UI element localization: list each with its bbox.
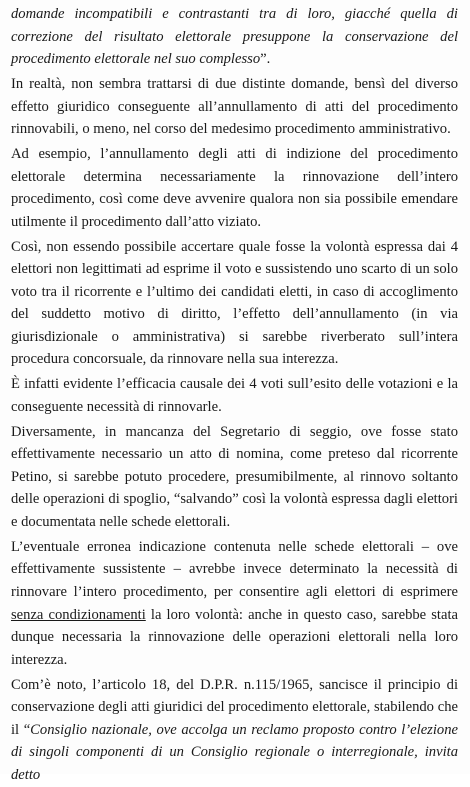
quoted-text: Consiglio nazionale, ove accolga un reclamo proposto contro l’elezione di singoli componenti di un Consiglio regionale o interregionale, invita detto <box>11 721 458 783</box>
paragraph-segretario: Diversamente, in mancanza del Segretario di seggio, ove fosse stato effettivamente necessario un atto di nomina, come preteso dal ricorrente Petino, si sarebbe potuto procedere, presumibilmente, al rinnovo soltanto delle operazioni di spoglio, “salvando” così la volontà espressa dagli elettori e documentata nelle schede elettorali. <box>11 423 458 530</box>
paragraph-indicazione <box>11 536 458 672</box>
paragraph-domande: In realtà, non sembra trattarsi di due distinte domande, bensì del diverso effetto giuridico conseguente all’annullamento di atti del procedimento rinnovabili, o meno, nel corso del medesimo procedimento amministrativo. <box>11 75 458 138</box>
underlined-text: senza condizionamenti <box>11 606 146 623</box>
text-segment: L’eventuale erronea indicazione contenuta nelle schede elettorali – ove effettivamente sussistente – avrebbe invece determinato la necessità di rinnovare l’intero procedimento, per consentire agli elettori di esprimere <box>11 538 458 600</box>
text-segment: Com’è noto, l’articolo 18, del D.P.R. n.115/1965, sancisce il principio di conservazione degli atti giuridici del procedimento elettorale, stabilendo che il “ <box>11 676 458 738</box>
paragraph-voti: Così, non essendo possibile accertare quale fosse la volontà espressa dai 4 elettori non legittimati ad esprime il voto e sussistendo uno scarto di un solo voto tra il ricorrente e l’ultimo dei candidati eletti, in caso di accoglimento del suddetto motivo di diritto, l’effetto dell’annullamento (in via giurisdizionale o amministrativa) si sarebbe riverberato sull’intera procedura concorsuale, da rinnovare nella sua interezza. <box>11 238 458 368</box>
quoted-text: domande incompatibili e contrastanti tra di loro, giacché quella di correzione del risultato elettorale presuppone la conservazione del procedimento elettorale nel suo complesso <box>11 6 458 68</box>
paragraph-quote-end <box>11 3 458 71</box>
paragraph-efficacia: È infatti evidente l’efficacia causale dei 4 voti sull’esito delle votazioni e la conseguente necessità di rinnovarle. <box>11 376 458 415</box>
quote-close: ”. <box>260 51 271 68</box>
paragraph-esempio: Ad esempio, l’annullamento degli atti di indizione del procedimento elettorale determina necessariamente la rinnovazione dell’intero procedimento, così come deve avvenire qualora non sia possibile emendare utilmente il procedimento dall’atto viziato. <box>11 145 458 230</box>
paragraph-articolo <box>11 674 458 787</box>
text-segment: la loro volontà: anche in questo caso, sarebbe stata dunque necessaria la rinnovazione delle operazioni elettorali nella loro interezza. <box>11 606 458 668</box>
